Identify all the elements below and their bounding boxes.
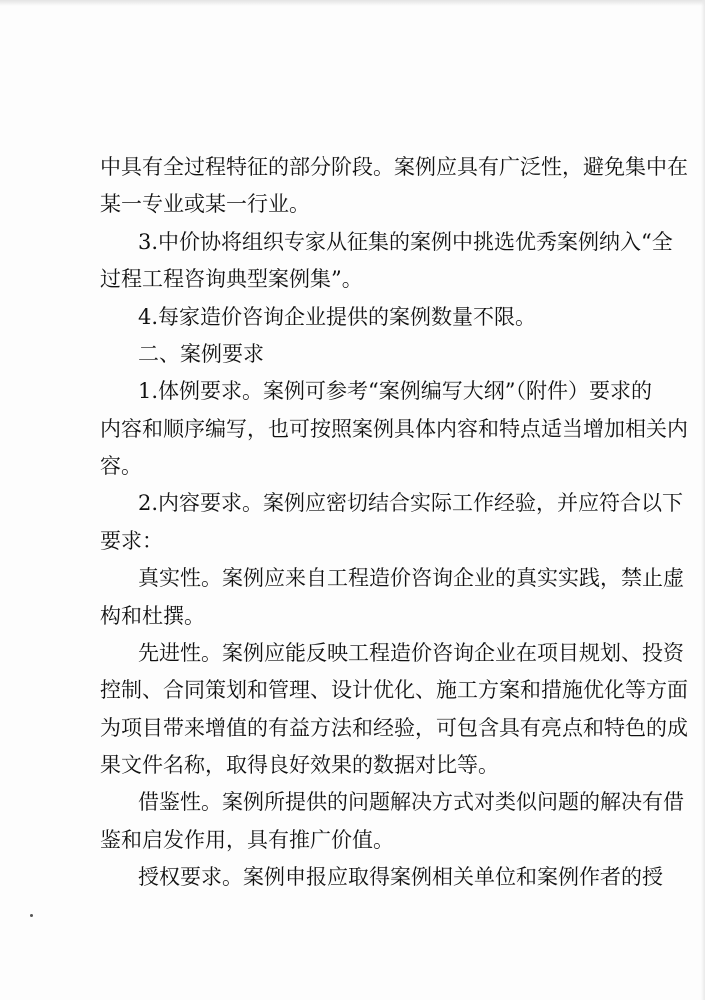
scan-edge-right xyxy=(701,0,705,1000)
text-line-10: 2.内容要求。案例应密切结合实际工作经验，并应符合以下 xyxy=(138,491,684,515)
text-line-8: 内容和顺序编写，也可按照案例具体内容和特点适当增加相关内 xyxy=(100,417,688,441)
text-line-11: 要求： xyxy=(100,529,163,553)
text-line-5: 4.每家造价咨询企业提供的案例数量不限。 xyxy=(138,305,537,329)
text-line-13: 构和杜撰。 xyxy=(100,604,205,628)
text-line-14: 先进性。案例应能反映工程造价咨询企业在项目规划、投资 xyxy=(138,641,684,665)
text-line-12: 真实性。案例应来自工程造价咨询企业的真实实践，禁止虚 xyxy=(138,566,684,590)
text-line-15: 控制、合同策划和管理、设计优化、施工方案和措施优化等方面 xyxy=(100,678,688,702)
text-line-4: 过程工程咨询典型案例集”。 xyxy=(100,267,363,291)
text-line-9: 容。 xyxy=(100,454,142,478)
scan-speck xyxy=(30,914,33,917)
text-line-17: 果文件名称，取得良好效果的数据对比等。 xyxy=(100,753,499,777)
text-line-1: 中具有全过程特征的部分阶段。案例应具有广泛性，避免集中在 xyxy=(100,155,688,179)
text-line-7: 1.体例要求。案例可参考“案例编写大纲”（附件）要求的 xyxy=(138,379,653,403)
text-line-3: 3.中价协将组织专家从征集的案例中挑选优秀案例纳入“全 xyxy=(138,230,673,254)
section-heading: 二、案例要求 xyxy=(138,342,264,366)
scan-edge-top xyxy=(0,0,705,6)
text-line-19: 鉴和启发作用，具有推广价值。 xyxy=(100,828,394,852)
text-line-20: 授权要求。案例申报应取得案例相关单位和案例作者的授 xyxy=(138,865,663,889)
text-line-18: 借鉴性。案例所提供的问题解决方式对类似问题的解决有借 xyxy=(138,790,684,814)
text-line-16: 为项目带来增值的有益方法和经验，可包含具有亮点和特色的成 xyxy=(100,716,688,740)
text-line-2: 某一专业或某一行业。 xyxy=(100,192,310,216)
